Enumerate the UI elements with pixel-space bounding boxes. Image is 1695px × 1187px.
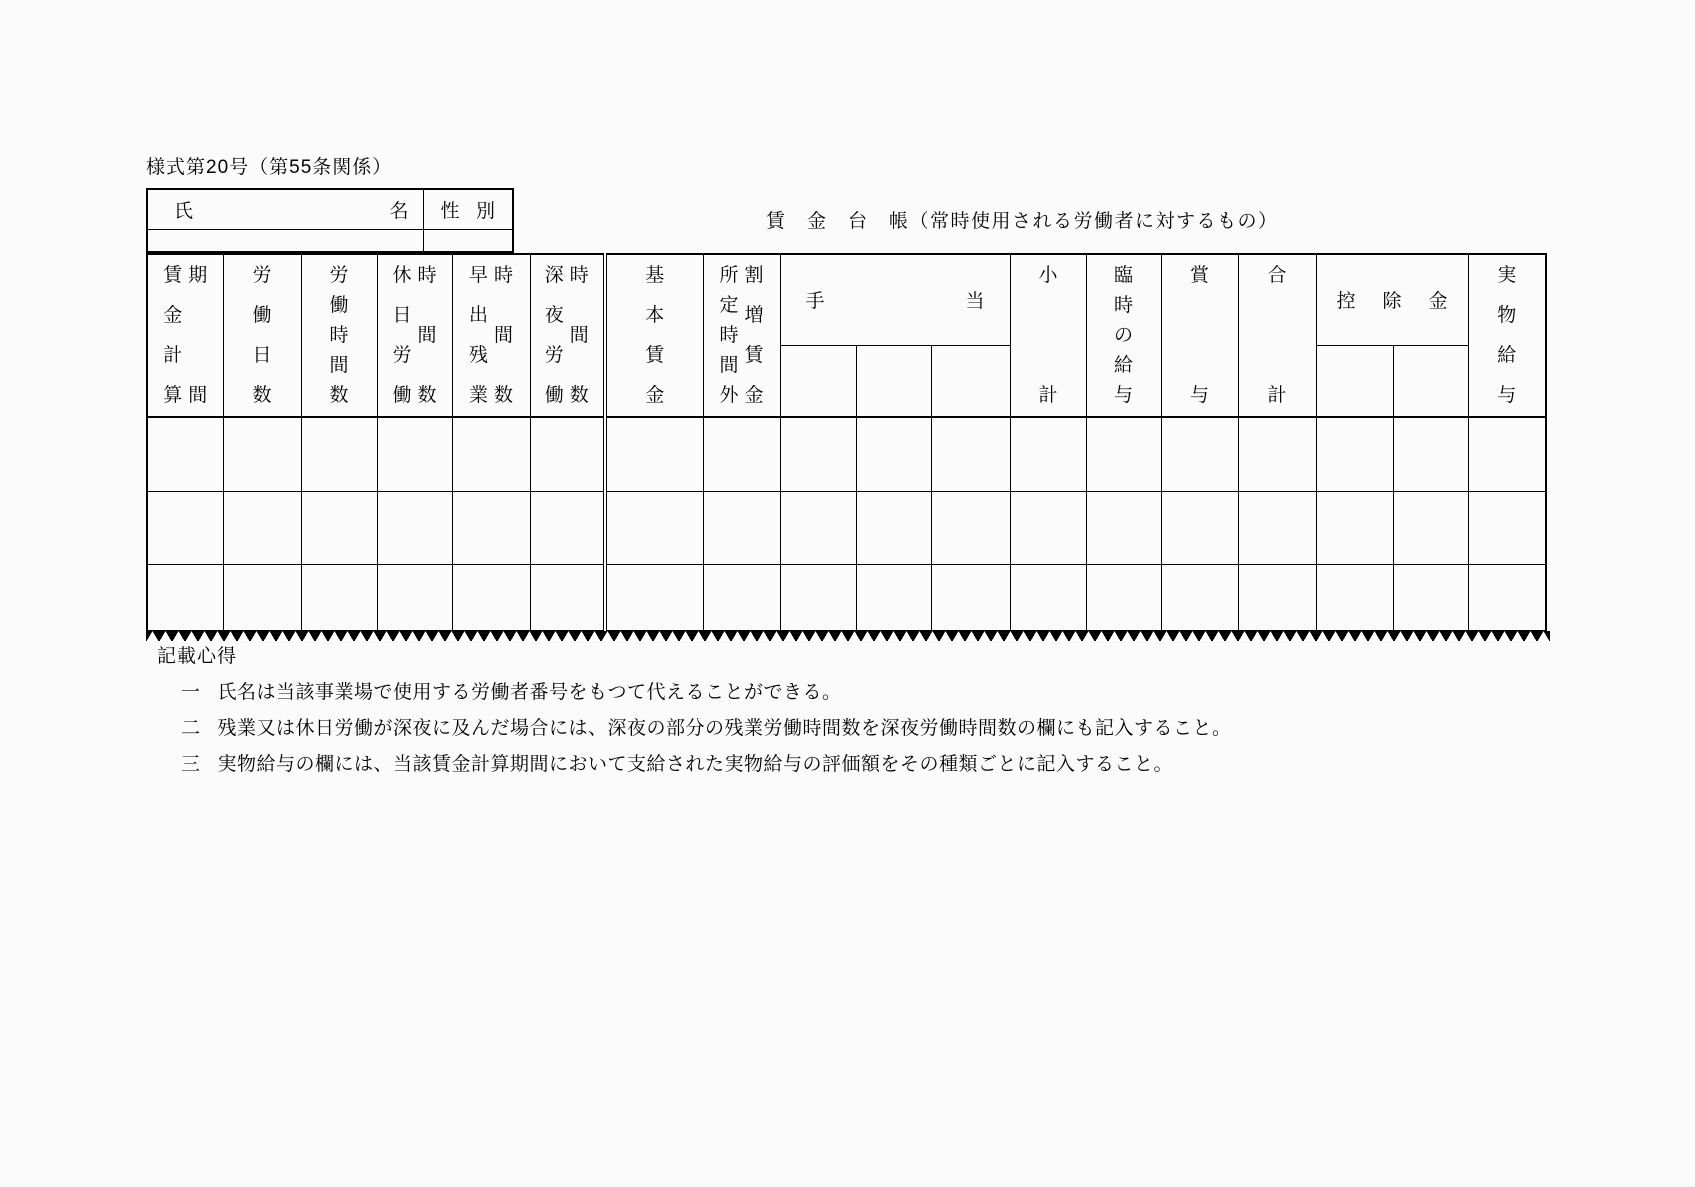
data-cell[interactable] (223, 417, 301, 491)
data-cell[interactable] (223, 491, 301, 564)
data-cell[interactable] (301, 491, 377, 564)
col-header-statutory-overtime-line1: 所 定 時 間 外 (719, 265, 739, 406)
data-cell[interactable] (1393, 564, 1468, 631)
note-number: 一 (181, 682, 201, 703)
col-header-deductions-sub-2 (1393, 345, 1468, 417)
col-header-in-kind-pay-text: 実 物 給 与 (1497, 265, 1517, 406)
note-text: 実物給与の欄には、当該賃金計算期間において支給された実物給与の評価額をその種類ごとに記入すること。 (217, 754, 1174, 775)
col-header-holiday-work-line2: 時 間 数 (417, 265, 437, 406)
data-cell[interactable] (703, 491, 780, 564)
col-header-allowance-sub-3 (931, 345, 1010, 417)
data-cell[interactable] (301, 564, 377, 631)
col-header-basic-wage-text: 基 本 賃 金 (645, 265, 665, 406)
col-header-deductions (1316, 254, 1468, 345)
note-text: 残業又は休日労働が深夜に及んだ場合には、深夜の部分の残業労働時間数を深夜労働時間数の欄にも記入すること。 (217, 718, 1232, 739)
data-cell[interactable] (1468, 491, 1546, 564)
data-cell[interactable] (605, 417, 703, 491)
form-number: 様式第20号（第55条関係） (146, 157, 393, 178)
data-cell[interactable] (1316, 491, 1393, 564)
data-cell[interactable] (1238, 491, 1316, 564)
col-header-allowance (780, 254, 1010, 345)
table-row (147, 491, 1546, 564)
col-header-early-overtime-line1: 早 出 残 業 (468, 265, 488, 406)
col-header-allowance-text: 手 当 (805, 291, 985, 313)
sex-header-cell (423, 189, 513, 229)
name-sex-header-row (147, 189, 513, 229)
data-cell[interactable] (1393, 491, 1468, 564)
col-header-late-night-work-hours (530, 254, 605, 417)
data-cell[interactable] (1316, 417, 1393, 491)
col-header-allowance-sub-2 (856, 345, 931, 417)
data-cell[interactable] (1161, 564, 1238, 631)
col-header-wage-calc-period-line1: 賃 金 計 算 (163, 265, 183, 406)
data-cell[interactable] (1086, 417, 1161, 491)
data-cell[interactable] (377, 417, 452, 491)
note-text: 氏名は当該事業場で使用する労働者番号をもつて代えることができる。 (217, 682, 842, 703)
note-item (181, 753, 1232, 776)
name-label: 氏 名 (174, 200, 409, 222)
data-cell[interactable] (452, 417, 530, 491)
col-header-allowance-sub-1 (780, 345, 856, 417)
sex-value-cell[interactable] (423, 229, 513, 252)
data-cell[interactable] (931, 491, 1010, 564)
col-header-working-hours (301, 254, 377, 417)
data-cell[interactable] (223, 564, 301, 631)
header-row-top (147, 254, 1546, 345)
data-cell[interactable] (147, 491, 223, 564)
notes-heading: 記載心得 (157, 646, 238, 667)
col-header-temporary-pay (1086, 254, 1161, 417)
col-header-late-night-line2: 時 間 数 (569, 265, 589, 406)
note-number: 三 (181, 754, 201, 775)
col-header-holiday-work-line1: 休 日 労 働 (392, 265, 412, 406)
data-cell[interactable] (1161, 417, 1238, 491)
note-item (181, 717, 1232, 740)
col-header-total-text: 合 計 (1267, 265, 1287, 406)
data-cell[interactable] (780, 564, 856, 631)
col-header-statutory-overtime-premium (703, 254, 780, 417)
col-header-in-kind-pay (1468, 254, 1546, 417)
col-header-working-days (223, 254, 301, 417)
sex-label: 性 別 (440, 200, 495, 222)
table-row (147, 417, 1546, 491)
data-cell[interactable] (1086, 491, 1161, 564)
table-row (147, 564, 1546, 631)
data-cell[interactable] (1468, 564, 1546, 631)
col-header-wage-calc-period-line2: 期 間 (188, 265, 208, 406)
tear-edge (146, 631, 1550, 641)
col-header-bonus-text: 賞 与 (1189, 265, 1209, 406)
data-cell[interactable] (530, 491, 605, 564)
data-cell[interactable] (1086, 564, 1161, 631)
col-header-subtotal-text: 小 計 (1038, 265, 1058, 406)
data-cell[interactable] (452, 564, 530, 631)
data-cell[interactable] (703, 564, 780, 631)
data-cell[interactable] (301, 417, 377, 491)
data-cell[interactable] (856, 564, 931, 631)
col-header-statutory-overtime-line2: 割 増 賃 金 (744, 265, 764, 406)
col-header-working-hours-text: 労 働 時 間 数 (329, 265, 349, 406)
wage-ledger-table (146, 253, 1547, 632)
data-cell[interactable] (703, 417, 780, 491)
data-cell[interactable] (1316, 564, 1393, 631)
notes-section (157, 645, 1232, 776)
col-header-holiday-work-hours (377, 254, 452, 417)
col-header-working-days-text: 労 働 日 数 (252, 265, 272, 406)
data-cell[interactable] (147, 417, 223, 491)
data-cell[interactable] (931, 564, 1010, 631)
col-header-deductions-sub-1 (1316, 345, 1393, 417)
col-header-early-overtime-line2: 時 間 数 (493, 265, 513, 406)
name-sex-value-row (147, 229, 513, 252)
data-cell[interactable] (1238, 417, 1316, 491)
col-header-total (1238, 254, 1316, 417)
data-cell[interactable] (1238, 564, 1316, 631)
col-header-bonus (1161, 254, 1238, 417)
data-cell[interactable] (377, 491, 452, 564)
data-cell[interactable] (605, 564, 703, 631)
data-cell[interactable] (1468, 417, 1546, 491)
data-cell[interactable] (856, 491, 931, 564)
col-header-subtotal (1010, 254, 1086, 417)
data-cell[interactable] (856, 417, 931, 491)
page-title: 賃 金 台 帳（常時使用される労働者に対するもの） (766, 211, 1279, 232)
data-cell[interactable] (147, 564, 223, 631)
col-header-temporary-pay-text: 臨 時 の 給 与 (1113, 265, 1133, 406)
data-cell[interactable] (1010, 417, 1086, 491)
data-cell[interactable] (1161, 491, 1238, 564)
data-cell[interactable] (931, 417, 1010, 491)
note-item (181, 681, 1232, 704)
col-header-early-overtime-hours (452, 254, 530, 417)
data-cell[interactable] (452, 491, 530, 564)
name-header-cell (147, 189, 423, 229)
data-cell[interactable] (1010, 491, 1086, 564)
name-value-cell[interactable] (147, 229, 423, 252)
data-cell[interactable] (377, 564, 452, 631)
col-header-basic-wage (605, 254, 703, 417)
col-header-deductions-text: 控 除 金 (1336, 291, 1448, 313)
data-cell[interactable] (530, 417, 605, 491)
note-number: 二 (181, 718, 201, 739)
col-header-late-night-line1: 深 夜 労 働 (544, 265, 564, 406)
data-cell[interactable] (780, 417, 856, 491)
data-cell[interactable] (605, 491, 703, 564)
data-cell[interactable] (1393, 417, 1468, 491)
data-cell[interactable] (780, 491, 856, 564)
name-sex-table (146, 188, 514, 253)
data-cell[interactable] (1010, 564, 1086, 631)
data-cell[interactable] (530, 564, 605, 631)
col-header-wage-calc-period (147, 254, 223, 417)
